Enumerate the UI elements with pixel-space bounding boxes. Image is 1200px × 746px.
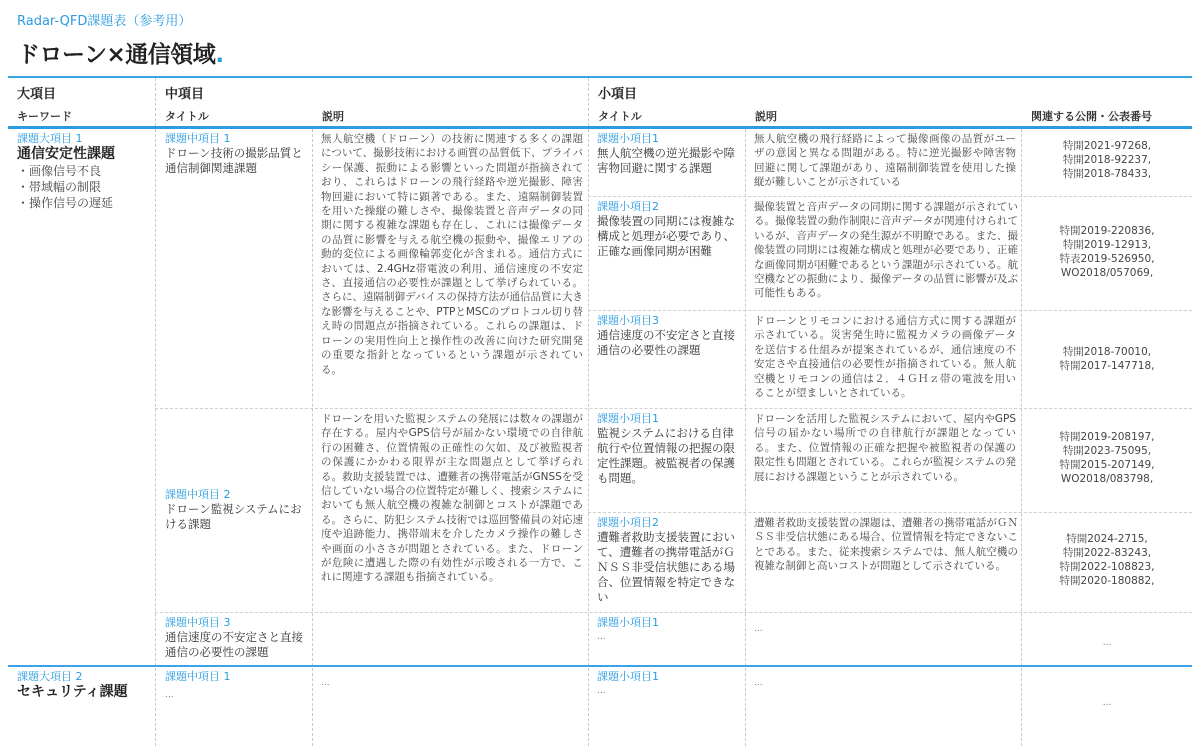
row-divider: [588, 512, 1192, 513]
pub-number: 特開2019-12913,: [1062, 239, 1152, 251]
minor-item: [597, 132, 739, 176]
middle-item: [165, 616, 305, 660]
pub-number: 特開2015-207149,: [1059, 459, 1155, 471]
minor-item: [597, 516, 739, 605]
minor-desc: 無人航空機の飛行経路によって撮像画像の品質がユーザの意図と異なる問題がある。特に逆光撮影や障害物回避に関して課題があり、遠隔制御装置を使用した操縦が難しいことが示されている: [754, 133, 1016, 189]
pub-numbers: [1022, 139, 1192, 181]
minor-title: 通信速度の不安定さと直接通信の必要性の課題: [597, 328, 735, 357]
middle-label: 課題中項目 3: [165, 616, 231, 629]
minor-item: [597, 412, 739, 486]
col-divider: [588, 129, 589, 746]
header-minor-desc: 説明: [755, 110, 777, 123]
header-minor-title: タイトル: [598, 110, 642, 123]
middle-desc: 無人航空機（ドローン）の技術に関連する多くの課題について、撮影技術における画質の品質低下、プライバシー保護、振動による影響といった問題が指摘されており、これらはドローンの飛行経路や逆光撮影、障害物回避において特に顕著である。また、遠隔制御装置を用いた操縦の難しさや、撮像装置と音声データの同期に関する複雑な課題も存在し、これには撮像データの品質に影響を与える航空機の振動や、撮像エリアの動的変位による画像輪郭変化が含まれる。通信方式においては、2.4GHz帯電波の利用、通信速度の不安定さ、直接通信の必要性が課題として挙げられている。さらに、遠隔制御デバイスの保持方法が通信品質に大きな影響を与えることや、PTPとMSCのプロトコル切り替え時の問題点が指摘されている。これらの課題は、ドローンの実用性向上と操作性の改善に向けた研究開発の重要な指針となっているという課題が示されている。: [321, 133, 584, 376]
col-divider: [312, 129, 313, 746]
minor-desc: 撮像装置と音声データの同期に関する課題が示されている。撮像装置の動作制限に音声データが関連付けられているが、音声データの発生源が不明瞭である。また、撮像装置の同期には複雑な構成と処理が必要であり、正確な画像同期が困難であるという課題が示されている。航空機などの振動により、撮像データの品質に影響が及ぶ可能性もある。: [754, 201, 1018, 300]
col-divider: [155, 129, 156, 746]
pub-number: 特開2021-97268,: [1062, 140, 1152, 152]
minor-label: 課題小項目1: [597, 412, 659, 425]
row-divider: [588, 310, 1192, 311]
middle-item: [165, 488, 307, 532]
header-major-keyword: キーワード: [17, 110, 72, 123]
page-subtitle: Radar-QFD課題表（参考用）: [17, 14, 192, 29]
major-item: [17, 132, 153, 211]
pub-number: 特開2022-108823,: [1059, 561, 1155, 573]
minor-label: 課題小項目2: [597, 200, 659, 213]
minor-label: 課題小項目1: [597, 132, 659, 145]
major-title: 通信安定性課題: [17, 146, 115, 162]
pub-numbers: [1022, 345, 1192, 373]
middle-label: 課題中項目 2: [165, 488, 231, 501]
middle-item: [165, 670, 307, 703]
major-title: セキュリティ課題: [17, 684, 128, 700]
minor-title: ...: [597, 686, 606, 696]
major-label: 課題大項目 2: [17, 670, 83, 683]
minor-desc: 遭難者救助支援装置の課題は、遭難者の携帯電話がＧＮＳＳ非受信状態にある場合、位置情報を特定できないことである。また、従来捜索システムでは、無人航空機の複雑な制御と高いコストが問題として示されている。: [754, 517, 1018, 573]
pub-number: 特開2019-208197,: [1059, 431, 1155, 443]
pub-number: WO2018/083798,: [1060, 473, 1154, 485]
keyword: ・操作信号の遅延: [17, 196, 114, 210]
minor-label: 課題小項目1: [597, 670, 659, 683]
header-minor-pubs: 関連する公開・公表番号: [1031, 110, 1152, 123]
major-label: 課題大項目 1: [17, 132, 83, 145]
pub-number: 特開2024-2715,: [1066, 533, 1148, 545]
keyword: ・帯域幅の制限: [17, 180, 102, 194]
header-bottom-rule: [8, 126, 1192, 129]
middle-title: ドローン監視システムにおける課題: [165, 502, 302, 531]
pub-number: WO2018/057069,: [1060, 267, 1154, 279]
minor-label: 課題小項目3: [597, 314, 659, 327]
minor-label: 課題小項目2: [597, 516, 659, 529]
header-minor-group: 小項目: [598, 87, 638, 102]
middle-desc: ...: [321, 678, 330, 688]
middle-item: [165, 132, 307, 176]
col-divider: [155, 78, 156, 126]
middle-desc: ドローンを用いた監視システムの発展には数々の課題が存在する。屋内やGPS信号が届かない環境での自律航行の困難さ、位置情報の正確性の欠如、及び被監視者の保護にかかわる限界が主な問題点として挙げられる。救助支援装置では、遭難者の携帯電話がGNSSを受信していない場合の位置特定が難しく、捜索システムにおいても無人航空機の複雑な制御とコストが課題である。さらに、防犯システム技術では巡回警備員の対応速度や追跡能力、携帯端末を介したカメラ操作の難しさや画面の小ささが問題とされている。また、ドローンが危険に遭遇した際の有効性が示唆される一方で、これに関連する課題も指摘されている。: [321, 413, 583, 584]
row-divider: [155, 408, 1192, 409]
pub-numbers: [1022, 224, 1192, 280]
header-middle-group: 中項目: [165, 87, 205, 102]
minor-desc: ドローンとリモコンにおける通信方式に関する課題が示されている。災害発生時に監視カメラの画像データを送信する仕組みが提案されているが、通信速度の不安定さや直接通信の必要性が指摘されている。無人航空機とリモコンの通信は２．４ＧＨｚ帯の電波を用いることが望ましいとされている。: [754, 315, 1016, 400]
pub-number: 特開2017-147718,: [1059, 360, 1155, 372]
title-accent-dot: .: [215, 42, 224, 68]
pub-number: 特開2022-83243,: [1062, 547, 1152, 559]
header-major-group: 大項目: [17, 87, 57, 102]
middle-title: 通信速度の不安定さと直接通信の必要性の課題: [165, 630, 303, 659]
col-divider: [745, 129, 746, 746]
minor-title: ...: [597, 632, 606, 642]
minor-desc: ドローンを活用した監視システムにおいて、屋内やGPS信号の届かない場所での自律航行が課題となっている。また、位置情報の正確な把握や被監視者の保護の限定性も問題とされている。これらが監視システムの発展における課題ということが示されている。: [754, 413, 1016, 483]
pub-numbers: [1022, 532, 1192, 588]
header-middle-title: タイトル: [165, 110, 209, 123]
middle-label: 課題中項目 1: [165, 132, 231, 145]
minor-title: 遭難者救助支援装置において、遭難者の携帯電話がＧＮＳＳ非受信状態にある場合、位置情報を特定できない: [597, 530, 735, 604]
row-divider: [155, 612, 1192, 613]
pub-numbers: [1022, 430, 1192, 486]
minor-title: 無人航空機の逆光撮影や障害物回避に関する課題: [597, 146, 735, 175]
minor-desc: ...: [754, 678, 763, 688]
pub-number: ...: [1102, 698, 1112, 708]
minor-item: [597, 616, 739, 645]
pub-number: 特開2020-180882,: [1059, 575, 1155, 587]
major-divider: [8, 665, 1192, 667]
pub-number: 特開2018-92237,: [1062, 154, 1152, 166]
minor-title: 監視システムにおける自律航行や位置情報の把握の限定性課題。被監視者の保護も問題。: [597, 426, 735, 485]
page-title: [17, 36, 224, 69]
pub-number: ...: [1102, 638, 1112, 648]
middle-title: ドローン技術の撮影品質と通信制御関連課題: [165, 146, 303, 175]
minor-label: 課題小項目1: [597, 616, 659, 629]
pub-number: 特表2019-526950,: [1059, 253, 1155, 265]
pub-number: 特開2018-78433,: [1062, 168, 1152, 180]
header-middle-desc: 説明: [322, 110, 344, 123]
col-divider: [588, 78, 589, 126]
middle-label: 課題中項目 1: [165, 670, 231, 683]
minor-title: 撮像装置の同期には複雑な構成と処理が必要であり、正確な画像同期が困難: [597, 214, 735, 258]
row-divider: [588, 196, 1192, 197]
header-top-rule: [8, 76, 1192, 78]
pub-number: 特開2018-70010,: [1062, 346, 1152, 358]
minor-item: [597, 670, 739, 699]
keyword: ・画像信号不良: [17, 164, 102, 178]
minor-desc: ...: [754, 624, 763, 634]
minor-item: [597, 200, 739, 259]
pub-number: 特開2019-220836,: [1059, 225, 1155, 237]
page-title-text: ドローン×通信領域: [17, 42, 216, 68]
major-item: [17, 670, 153, 701]
middle-title: ...: [165, 690, 174, 700]
pub-number: 特開2023-75095,: [1062, 445, 1152, 457]
minor-item: [597, 314, 739, 358]
